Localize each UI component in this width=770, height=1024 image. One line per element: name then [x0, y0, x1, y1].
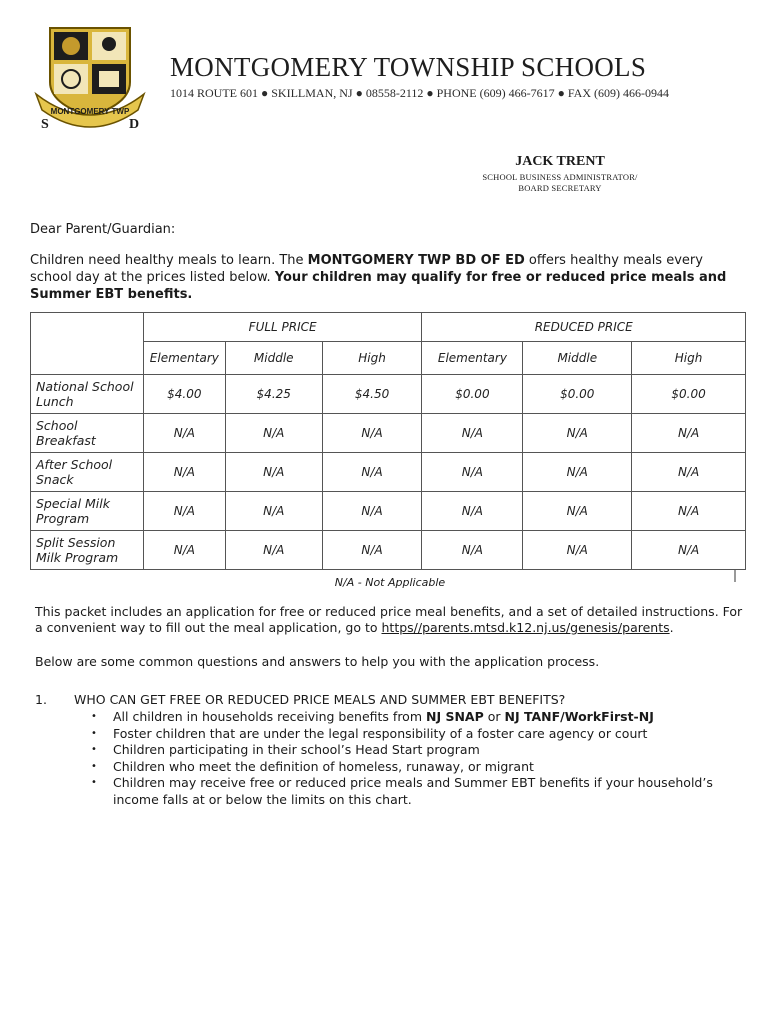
list-item: • Children participating in their school’s Head Start program [113, 742, 733, 759]
crest-band-text: MONTGOMERY TWP [50, 107, 130, 116]
officer-title-line1: SCHOOL BUSINESS ADMINISTRATOR/ [482, 172, 638, 182]
row-label-line: Special Milk [36, 496, 110, 511]
table-footnote: N/A - Not Applicable [334, 576, 446, 589]
list-item: • Foster children that are under the legal responsibility of a foster care agency or court [113, 726, 733, 743]
price-cell: N/A [143, 414, 225, 453]
district-address: 1014 ROUTE 601 ● SKILLMAN, NJ ● 08558-2112 ● PHONE (609) 466-7617 ● FAX (609) 466-0944 [170, 86, 669, 100]
officer-title-line2: BOARD SECRETARY [518, 183, 602, 193]
packet-text: This packet includes an application for free or reduced price meal benefits, and a set of detailed instructions. For a convenient way to fill out the meal application, go to [35, 604, 743, 635]
price-cell: N/A [632, 453, 746, 492]
meal-price-table [30, 312, 746, 570]
district-title: MONTGOMERY TOWNSHIP SCHOOLS [170, 52, 647, 82]
officer-title [460, 172, 660, 194]
district-crest-logo [34, 24, 146, 136]
price-cell: $4.25 [225, 375, 322, 414]
price-cell: N/A [422, 414, 523, 453]
price-cell: $0.00 [523, 375, 632, 414]
price-cell: N/A [322, 492, 422, 531]
row-label-line: Split Session [36, 535, 116, 550]
row-label-line: Program [36, 511, 90, 526]
level-header: High [322, 342, 422, 375]
table-group-header-row [31, 313, 746, 342]
answer-bold-snap: NJ SNAP [425, 709, 484, 724]
crest-letter-left: S [41, 117, 49, 132]
price-cell: N/A [523, 414, 632, 453]
intro-text: offers healthy meals every school day at the prices listed below. [30, 253, 703, 285]
row-label-line: School [36, 418, 78, 433]
answer-text: All children in households receiving benefits from [113, 709, 426, 724]
price-cell: N/A [143, 492, 225, 531]
price-cell: N/A [225, 414, 322, 453]
table-row [31, 375, 746, 414]
row-label-line: Breakfast [36, 433, 96, 448]
price-cell: N/A [523, 492, 632, 531]
price-cell: $0.00 [422, 375, 523, 414]
price-cell: $0.00 [632, 375, 746, 414]
row-label [31, 414, 144, 453]
level-header: Middle [225, 342, 322, 375]
application-link[interactable]: https//parents.mtsd.k12.nj.us/genesis/parents [381, 620, 670, 635]
price-cell: N/A [523, 531, 632, 570]
row-label [31, 492, 144, 531]
price-cell: N/A [632, 492, 746, 531]
price-cell: N/A [322, 453, 422, 492]
question-number: 1. [35, 692, 47, 707]
level-header: Elementary [422, 342, 523, 375]
level-header: Elementary [143, 342, 225, 375]
row-label-line: Snack [36, 472, 74, 487]
full-price-header: FULL PRICE [143, 313, 422, 342]
salutation: Dear Parent/Guardian: [30, 222, 176, 237]
price-cell: N/A [632, 531, 746, 570]
table-row [31, 453, 746, 492]
intro-paragraph [30, 252, 740, 303]
price-cell: N/A [225, 453, 322, 492]
price-cell: N/A [225, 531, 322, 570]
row-label-line: Lunch [36, 394, 74, 409]
packet-paragraph [35, 604, 745, 636]
answer-list [95, 709, 733, 808]
packet-text-end: . [669, 620, 674, 635]
price-cell: N/A [422, 492, 523, 531]
table-row [31, 531, 746, 570]
list-item: • Children who meet the definition of homeless, runaway, or migrant [113, 759, 733, 776]
reduced-price-header: REDUCED PRICE [422, 313, 746, 342]
list-item [113, 709, 733, 726]
price-cell: N/A [143, 453, 225, 492]
price-cell: N/A [322, 414, 422, 453]
row-label-line: Milk Program [36, 550, 119, 565]
price-cell: N/A [523, 453, 632, 492]
table-corner-cell [31, 313, 144, 375]
intro-bold-qualify: Your children may qualify for free or reduced price meals and Summer EBT benefits. [30, 270, 727, 302]
table-row [31, 414, 746, 453]
price-cell: N/A [225, 492, 322, 531]
crest-letter-right: D [129, 117, 140, 132]
faq-intro: Below are some common questions and answers to help you with the application process. [35, 654, 600, 669]
price-cell: N/A [143, 531, 225, 570]
price-cell: $4.50 [322, 375, 422, 414]
answer-text: or [483, 709, 505, 724]
table-row [31, 492, 746, 531]
scan-mark [734, 570, 736, 582]
row-label [31, 531, 144, 570]
officer-name: JACK TRENT [515, 154, 605, 169]
question-text: WHO CAN GET FREE OR REDUCED PRICE MEALS AND SUMMER EBT BENEFITS? [74, 692, 566, 707]
intro-bold-district: MONTGOMERY TWP BD OF ED [307, 253, 525, 268]
row-label-line: National School [36, 379, 134, 394]
row-label-line: After School [36, 457, 113, 472]
price-cell: N/A [322, 531, 422, 570]
row-label [31, 375, 144, 414]
price-cell: N/A [422, 531, 523, 570]
answer-bold-tanf: NJ TANF/WorkFirst-NJ [504, 709, 654, 724]
price-cell: N/A [422, 453, 523, 492]
intro-text: Children need healthy meals to learn. The [30, 253, 308, 268]
price-cell: N/A [632, 414, 746, 453]
level-header: Middle [523, 342, 632, 375]
row-label [31, 453, 144, 492]
level-header: High [632, 342, 746, 375]
list-item: • Children may receive free or reduced price meals and Summer EBT benefits if your household’s income falls at or below the limits on this chart. [113, 775, 733, 808]
price-cell: $4.00 [143, 375, 225, 414]
